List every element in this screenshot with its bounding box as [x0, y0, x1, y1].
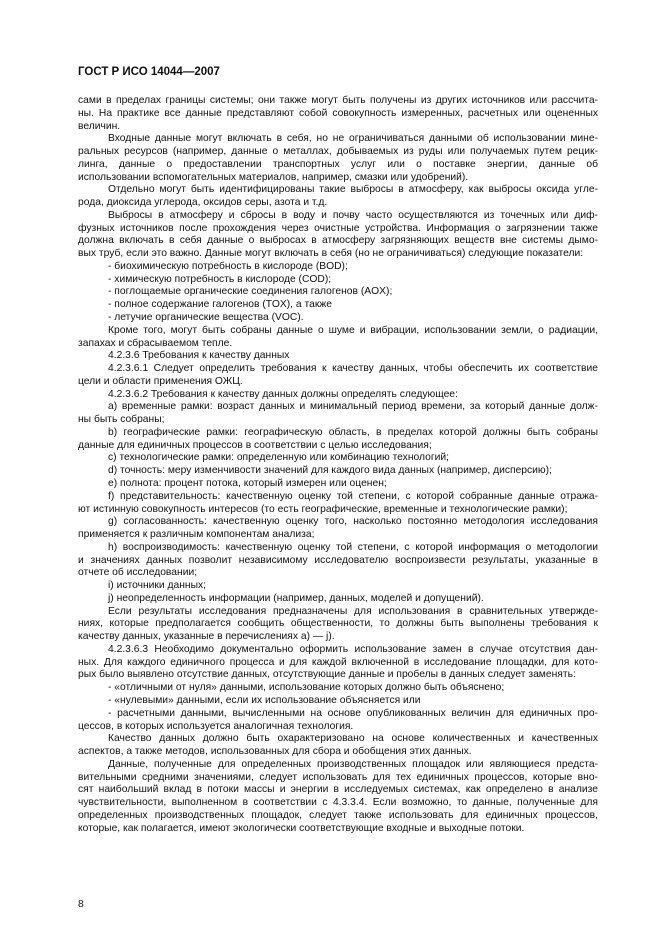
paragraph [78, 312, 598, 325]
text-line: 4.2.3.6.1 Следует определить требования к качеству данных, чтобы обеспечить их соответствие [108, 363, 598, 375]
paragraph [78, 733, 598, 759]
text-line: - летучие органические вещества (VOC). [108, 312, 304, 324]
text-line: - «отличными от нуля» данными, использование которых должно быть объяснено; [108, 682, 505, 694]
text-line: сами в пределах границы системы; они также могут быть получены из других источников или рассчита- [78, 95, 598, 106]
paragraph [78, 695, 598, 708]
paragraph [78, 350, 598, 363]
text-line: ны быть собраны; [78, 414, 165, 426]
paragraph [78, 593, 598, 606]
text-line: g) согласованность: качественную оценку того, насколько постоянно методология исследования [108, 516, 598, 528]
text-line: величин. [78, 120, 121, 132]
text-line: c) технологические рамки: определенную или комбинацию технологий; [108, 452, 449, 464]
text-line: b) географические рамки: географическую область, в пределах которой должны быть собраны [108, 426, 598, 438]
text-line: ральных ресурсов (например, данные о металлах, добываемых из руды или получаемых путем рецик- [78, 146, 598, 158]
text-line: рых было выявлено отсутствие данных, отсутствующие данные и пробелы в данных следует заменять: [78, 669, 576, 681]
text-line: Отдельно могут быть идентифицированы такие выбросы в атмосферу, как выбросы оксида угле- [108, 184, 598, 196]
paragraph [78, 184, 598, 210]
text-line: ниях, которые предполагается сообщить общественности, то должны быть выполнены требования к [78, 618, 598, 630]
text-line: аспектов, а также методов, использованных для сбора и обобщения этих данных. [78, 746, 472, 758]
text-line: качеству данных, указанные в перечислениях a) — j). [78, 631, 335, 643]
paragraph [78, 286, 598, 299]
text-line: рода, диоксида углерода, оксидов серы, азота и т.д. [78, 197, 328, 209]
text-line: 4.2.3.6.3 Необходимо документально оформить использование замен в случае отсутствия дан- [108, 643, 598, 655]
text-line: запахах и сбрасываемом тепле. [78, 337, 233, 349]
paragraph [78, 708, 598, 734]
paragraph [78, 401, 598, 427]
text-line: Если результаты исследования предназначены для использования в сравнительных утвержде- [108, 605, 598, 617]
text-line: вительными средними значениями, следует использовать для тех единичных процессов, которые вно- [78, 771, 598, 783]
text-line: 4.2.3.6 Требования к качеству данных [108, 350, 290, 362]
paragraph [78, 325, 598, 351]
text-line: чувствительности, выполненном в соответствии с 4.3.3.4. Если возможно, то данные, полученные для [78, 797, 598, 809]
text-line: Данные, полученные для определенных производственных площадок или являющиеся предста- [108, 758, 598, 770]
paragraph [78, 389, 598, 402]
paragraph [78, 516, 598, 542]
document-body [78, 95, 598, 835]
paragraph [78, 274, 598, 287]
paragraph [78, 580, 598, 593]
text-line: - расчетными данными, вычисленными на основе опубликованных величин для единичных про- [108, 707, 598, 719]
text-line: Качество данных должно быть охарактеризовано на основе количественных и качественных [108, 733, 598, 745]
paragraph [78, 299, 598, 312]
text-line: i) источники данных; [108, 580, 207, 592]
paragraph [78, 606, 598, 644]
text-line: вых труб, если это важно. Данные могут включать в себя (но не ограничиваться) следующие показатели: [78, 248, 584, 260]
text-line: - химическую потребность в кислороде (COD); [108, 273, 332, 285]
document-header: ГОСТ Р ИСО 14044—2007 [78, 66, 220, 78]
text-line: применяется к различным компонентам анализа; [78, 529, 315, 541]
paragraph [78, 542, 598, 580]
text-line: Выбросы в атмосферу и сбросы в воду и почву часто осуществляются из точечных или диф- [108, 209, 598, 221]
paragraph [78, 491, 598, 517]
text-line: цессов, в которых используется аналогичная технология. [78, 720, 354, 732]
paragraph [78, 465, 598, 478]
text-line: использовании вспомогательных материалов, например, смазки или удобрений). [78, 171, 469, 183]
text-line: - полное содержание галогенов (TOX), а также [108, 299, 332, 311]
paragraph [78, 133, 598, 184]
text-line: сят наибольший вклад в потоки массы и энергии в исследуемых системах, как определено в анализе [78, 784, 598, 796]
text-line: - биохимическую потребность в кислороде (BOD); [108, 260, 348, 272]
text-line: и значениях данных позволит независимому исследователю воспроизвести результаты, указанные в [78, 554, 598, 566]
text-line: Входные данные могут включать в себя, но не ограничиваться данными об использовании мине- [108, 133, 598, 145]
text-line: Кроме того, могут быть собраны данные о шуме и вибрации, использовании земли, о радиации, [108, 324, 598, 336]
paragraph [78, 759, 598, 836]
text-line: должна включать в себя данные о выбросах в атмосферу загрязняющих веществ вне системы дымо- [78, 235, 598, 247]
text-line: данные для единичных процессов в соответствии с целью исследования; [78, 439, 432, 451]
text-line: определенных производственных площадок, следует также использовать для единичных процессов, [78, 809, 598, 821]
paragraph [78, 210, 598, 261]
text-line: линга, данные о предоставлении транспортных услуг или о поставке энергии, данные об [78, 158, 598, 170]
text-line: цели и области применения ОЖЦ. [78, 375, 243, 387]
text-line: 4.2.3.6.2 Требования к качеству данных должны определять следующее: [108, 388, 458, 400]
paragraph [78, 261, 598, 274]
paragraph [78, 682, 598, 695]
paragraph [78, 644, 598, 682]
text-line: - «нулевыми» данными, если их использование объясняется или [108, 694, 421, 706]
text-line: ных. Для каждого единичного процесса и для каждой включенной в исследование площадки, для кото- [78, 656, 598, 668]
text-line: h) воспроизводимость: качественную оценку той степени, с которой информация о методологии [108, 541, 598, 553]
paragraph [78, 95, 598, 133]
paragraph [78, 427, 598, 453]
paragraph [78, 363, 598, 389]
page-number: 8 [78, 899, 84, 910]
paragraph [78, 478, 598, 491]
paragraph [78, 452, 598, 465]
text-line: фузных источников после прохождения через очистные устройства. Информация о загрязнении также [78, 222, 598, 234]
text-line: j) неопределенность информации (например, данных, моделей и допущений). [108, 592, 484, 604]
text-line: ны. На практике все данные представляют собой совокупность измеренных, расчетных или оцененных [78, 107, 598, 119]
text-line: которые, как полагается, имеют экологически соответствующие входные и выходные потоки. [78, 822, 525, 834]
text-line: - поглощаемые органические соединения галогенов (AOX); [108, 286, 393, 298]
text-line: e) полнота: процент потока, который измерен или оценен; [108, 477, 387, 489]
text-line: d) точность: меру изменчивости значений для каждого вида данных (например, дисперсию); [108, 465, 552, 477]
text-line: f) представительность: качественную оценку той степени, с которой собранные данные отража- [108, 490, 598, 502]
text-line: ют истинную совокупность интересов (то есть географические, временные и технологические рамки); [78, 503, 568, 515]
text-line: отчете об исследовании; [78, 567, 198, 579]
text-line: a) временные рамки: возраст данных и минимальный период времени, за который данные долж- [108, 401, 598, 413]
